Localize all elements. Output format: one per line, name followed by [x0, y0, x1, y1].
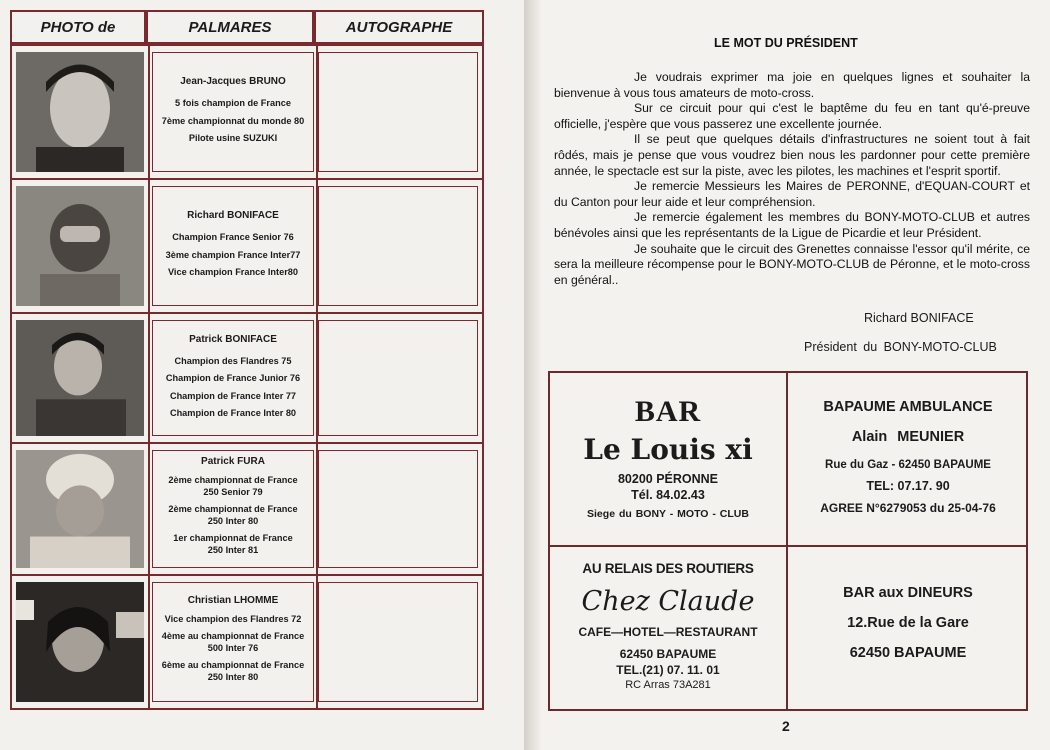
rider-name: Richard BONIFACE — [187, 210, 279, 222]
rider-name: Jean-Jacques BRUNO — [180, 76, 286, 88]
ad-agree: AGREE N°6279053 du 25-04-76 — [820, 501, 996, 515]
rider-row — [12, 314, 482, 444]
signature-name: Richard BONIFACE — [864, 311, 974, 325]
ad-relais-routiers — [550, 547, 786, 711]
page-gutter — [524, 0, 542, 750]
letter-paragraph: Je voudrais exprimer ma joie en quelques lignes et souhaiter la bienvenue à vous tous amateurs de moto-cross. — [554, 70, 1030, 100]
palmares-line: 4ème au championnat de France 500 Inter 76 — [161, 631, 305, 653]
palmares-line: Champion de France Inter 77 — [169, 390, 297, 401]
rider-palmares — [152, 314, 314, 442]
palmares-line: Champion de France Junior 76 — [165, 373, 301, 384]
ad-city: 62450 BAPAUME — [619, 647, 717, 661]
rider-row — [12, 444, 482, 576]
rider-photo — [16, 186, 144, 306]
palmares-line: Champion de France Inter 80 — [169, 407, 297, 418]
palmares-line: 2ème championnat de France 250 Senior 79 — [168, 475, 298, 497]
rider-row — [12, 46, 482, 180]
rider-palmares — [152, 180, 314, 312]
palmares-line: Vice champion des Flandres 72 — [164, 613, 302, 624]
palmares-line: 5 fois champion de France — [175, 98, 291, 109]
rider-photo — [16, 450, 144, 568]
ad-name: Alain MEUNIER — [851, 429, 965, 445]
rider-palmares — [152, 46, 314, 178]
rider-row — [12, 576, 482, 708]
letter-paragraph: Je souhaite que le circuit des Grenettes connaisse l'essor qu'il mérite, ce sera la meilleure récompense pour le BONY-MOTO-CLUB de Péronne, et le moto-cross en général.. — [554, 241, 1030, 287]
ad-ambulance — [788, 373, 1028, 545]
letter-paragraph: Je remercie également les membres du BONY-MOTO-CLUB et autres bénévoles ainsi que les représentants de la Ligue de Picardie et leur Président. — [554, 210, 1030, 240]
ad-kind: CAFE—HOTEL—RESTAURANT — [578, 625, 758, 639]
rider-photo — [16, 320, 144, 436]
palmares-line: 6ème au championnat de France 250 Inter 80 — [161, 660, 305, 682]
rider-photo — [16, 52, 144, 172]
president-letter — [554, 70, 1030, 288]
ad-city: 80200 PÉRONNE — [617, 472, 719, 486]
ad-title: BAR — [634, 395, 702, 428]
palmares-line: Vice champion France Inter80 — [167, 267, 299, 278]
rider-photo — [16, 582, 144, 702]
ad-address: Rue du Gaz - 62450 BAPAUME — [825, 459, 991, 471]
palmares-line: 1er championnat de France 250 Inter 81 — [173, 533, 293, 555]
signature-title: Président du BONY-MOTO-CLUB — [804, 340, 997, 354]
right-page — [524, 0, 1050, 750]
ad-title: BAR aux DINEURS — [843, 585, 973, 601]
ad-bar-dineurs — [788, 547, 1028, 711]
ad-city: 62450 BAPAUME — [849, 645, 967, 661]
header-photo: PHOTO de — [10, 10, 146, 44]
ad-bar-louis-xi — [550, 373, 786, 545]
ad-title: BAPAUME AMBULANCE — [823, 399, 993, 415]
ad-title: AU RELAIS DES ROUTIERS — [582, 561, 754, 576]
header-autographe: AUTOGRAPHE — [314, 10, 484, 44]
ad-tel: TEL.(21) 07. 11. 01 — [616, 663, 720, 677]
palmares-line: 2ème championnat de France 250 Inter 80 — [168, 504, 298, 526]
ads-grid — [548, 371, 1028, 711]
ad-name: Chez Claude — [581, 586, 755, 617]
rider-row — [12, 180, 482, 314]
president-title: LE MOT DU PRÉSIDENT — [714, 36, 858, 50]
ad-note: Siege du BONY - MOTO - CLUB — [587, 508, 749, 520]
letter-paragraph: Il se peut que quelques détails d'infrastructures ne soient tout à fait rôdés, mais je pense que vous voudrez bien nous les pardonner pour cette première année, le spectacle est sur la piste, avec les pilotes, les machines et l'esprit sportif. — [554, 132, 1030, 178]
rider-name: Patrick BONIFACE — [189, 333, 277, 345]
header-palmares: PALMARES — [146, 10, 314, 44]
left-page — [0, 0, 524, 750]
ad-tel: TEL: 07.17. 90 — [866, 479, 950, 493]
rider-name: Christian LHOMME — [187, 594, 279, 606]
rider-name: Patrick FURA — [201, 456, 265, 467]
page-number: 2 — [782, 718, 790, 734]
ad-name: Le Louis xi — [583, 433, 753, 466]
palmares-line: Champion France Senior 76 — [172, 232, 294, 243]
palmares-line: Pilote usine SUZUKI — [188, 133, 278, 144]
ad-rc: RC Arras 73A281 — [625, 679, 711, 691]
riders-table — [10, 44, 484, 710]
ad-tel: Tél. 84.02.43 — [631, 488, 705, 502]
palmares-line: 7ème championnat du monde 80 — [161, 115, 305, 126]
palmares-line: Champion des Flandres 75 — [174, 355, 292, 366]
rider-palmares — [152, 576, 314, 708]
palmares-line: 3ème champion France Inter77 — [165, 249, 301, 260]
letter-paragraph: Je remercie Messieurs les Maires de PERONNE, d'EQUAN-COURT et du Canton pour leur aide et leur compréhension. — [554, 179, 1030, 209]
rider-palmares — [152, 444, 314, 574]
ad-address: 12.Rue de la Gare — [847, 615, 969, 631]
letter-paragraph: Sur ce circuit pour qui c'est le baptême du feu en tant qu'é-preuve officielle, j'espère que vous passerez une excellente journée. — [554, 101, 1030, 131]
